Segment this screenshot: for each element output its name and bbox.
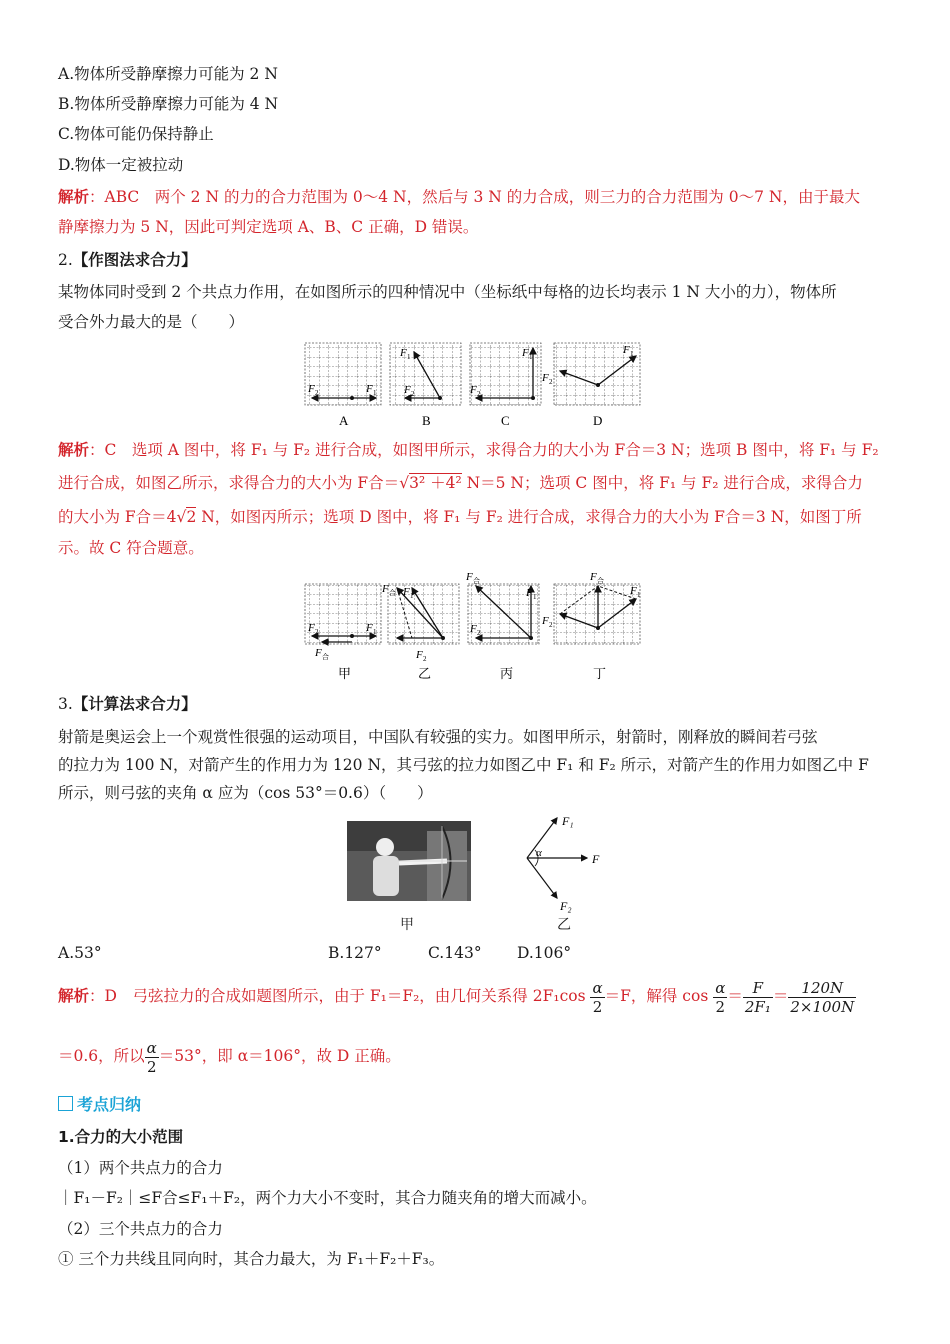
svg-text:F: F: [308, 383, 315, 395]
checkbox-square-icon: [58, 1096, 73, 1111]
label-c: C: [501, 413, 510, 428]
grid-b: [390, 343, 461, 405]
grid-c: [469, 343, 541, 405]
svg-text:1: 1: [373, 389, 377, 397]
label-d: D: [593, 413, 603, 428]
svg-text:2: 2: [549, 621, 553, 629]
svg-text:1: 1: [637, 591, 641, 599]
q3-option-c: C.143°: [428, 944, 482, 962]
q2-analysis-line3: 的大小为 F合＝4√2 N，如图丙所示；选项 D 图中，将 F₁ 与 F₂ 进行合成，求得合力的大小为 F合＝3 N，如图丁所: [58, 508, 862, 526]
svg-text:F: F: [382, 583, 389, 595]
q2-analysis-line1: 解析：C 选项 A 图中，将 F₁ 与 F₂ 进行合成，如图甲所示，求得合力的大小为 F合＝3 N；选项 B 图中，将 F₁ 与 F₂: [58, 441, 879, 459]
grid-a: [305, 343, 381, 405]
svg-text:1: 1: [630, 350, 634, 358]
svg-text:F: F: [470, 623, 477, 635]
svg-text:合: 合: [597, 577, 604, 585]
frac-alpha-2c: $\frac{\alpha}{2}$: [146, 1038, 157, 1076]
sqrt-symbol: √: [399, 474, 410, 492]
svg-text:F: F: [522, 347, 529, 359]
q1-option-c: C.物体可能仍保持静止: [58, 125, 214, 143]
q2-problem-figure: [300, 338, 650, 430]
sqrt-radicand: 3² ＋4²: [409, 474, 462, 492]
svg-text:F: F: [630, 585, 637, 597]
svg-text:合: 合: [389, 589, 396, 597]
q3-vector-diagram: [515, 808, 615, 920]
svg-text:F: F: [308, 622, 315, 634]
q2-analysis-line4: 示。故 C 符合题意。: [58, 539, 204, 557]
svg-text:1: 1: [373, 628, 377, 636]
label-ding: 丁: [593, 666, 607, 681]
alpha-label: α: [536, 847, 542, 859]
sol-yi: [381, 583, 459, 663]
svg-text:F: F: [623, 344, 630, 356]
svg-text:F: F: [403, 586, 410, 598]
q2-stem-line2: 受合外力最大的是（ ）: [58, 313, 245, 331]
summary-h1: 1.合力的大小范围: [58, 1128, 184, 1146]
q3-analysis-line1: 解析：D 弓弦拉力的合成如题图所示，由于 F₁＝F₂，由几何关系得 2F₁cos $\frac{\alpha}{2}$ ＝F，解得 cos $\frac{\alpha}{2}$ ＝ $\frac{F}{\text{2F₁}}$ ＝ $\frac{120N}{2\times 100N}$: [58, 978, 855, 1016]
q2-analysis-line2: 进行合成，如图乙所示，求得合力的大小为 F合＝√3² ＋4² N＝5 N；选项 C 图中，将 F₁ 与 F₂ 进行合成，求得合力: [58, 474, 863, 492]
svg-text:F: F: [404, 384, 411, 396]
svg-text:F: F: [366, 622, 373, 634]
sqrt-radicand: 2: [186, 508, 197, 526]
svg-text:F: F: [315, 647, 322, 659]
svg-text:2: 2: [549, 378, 553, 386]
analysis-label: 解析: [58, 188, 90, 206]
q1-analysis-line2: 静摩擦力为 5 N，因此可判定选项 A、B、C 正确，D 错误。: [58, 218, 479, 236]
q3-analysis-line2: ＝0.6，所以 $\frac{\alpha}{2}$ ＝53°，即 α＝106°，故 D 正确。: [58, 1038, 401, 1076]
q2-heading: 2.【作图法求合力】: [58, 251, 197, 269]
fig-yi-label: 乙: [557, 917, 571, 933]
svg-text:2: 2: [423, 655, 427, 663]
svg-text:1: 1: [533, 593, 537, 601]
frac-alpha-2b: $\frac{\alpha}{2}$: [715, 978, 726, 1016]
vec-f2-label: F₂: [560, 899, 572, 913]
frac-alpha-2: $\frac{\alpha}{2}$: [592, 978, 603, 1016]
frac-values: $\frac{120N}{2\times 100N}$: [790, 978, 855, 1016]
summary-p1: （1）两个共点力的合力: [58, 1159, 223, 1177]
grid-d: [541, 343, 640, 405]
label-a: A: [339, 413, 349, 428]
svg-text:1: 1: [407, 353, 411, 361]
vec-f1-label: F₁: [562, 814, 574, 828]
summary-heading: 考点归纳: [58, 1095, 141, 1115]
q1-option-b: B.物体所受静摩擦力可能为 4 N: [58, 95, 279, 113]
vec-f-label: F: [592, 852, 600, 866]
label-b: B: [422, 413, 431, 428]
svg-text:F: F: [416, 649, 423, 661]
svg-text:F: F: [400, 347, 407, 359]
label-bing: 丙: [500, 666, 514, 681]
frac-f-2f1: $\frac{F}{\text{2F₁}}$: [744, 978, 771, 1016]
summary-p4: ① 三个力共线且同向时，其合力最大，为 F₁＋F₂＋F₃。: [58, 1250, 445, 1268]
q3-heading: 3.【计算法求合力】: [58, 695, 197, 713]
svg-text:合: 合: [322, 653, 329, 661]
q2-solution-figure: [300, 566, 650, 684]
summary-p2: ｜F₁－F₂｜≤F合≤F₁＋F₂，两个力大小不变时，其合力随夹角的增大而减小。: [58, 1189, 597, 1207]
sol-ding: [541, 571, 641, 644]
svg-text:F: F: [542, 615, 549, 627]
q3-option-a: A.53°: [58, 944, 102, 962]
q3-stem-line1: 射箭是奥运会上一个观赏性很强的运动项目，中国队有较强的实力。如图甲所示，射箭时，刚释放的瞬间若弓弦: [58, 728, 818, 746]
q3-option-d: D.106°: [517, 944, 572, 962]
q3-option-b: B.127°: [328, 944, 382, 962]
svg-text:2: 2: [315, 389, 319, 397]
label-yi: 乙: [418, 666, 432, 681]
q1-analysis-line1: 解析：ABC 两个 2 N 的力的合力范围为 0～4 N，然后与 3 N 的力合成，则三力的合力范围为 0～7 N，由于最大: [58, 188, 860, 206]
svg-text:1: 1: [529, 353, 533, 361]
svg-text:2: 2: [477, 390, 481, 398]
label-jia: 甲: [338, 666, 352, 681]
svg-text:F: F: [466, 571, 473, 583]
svg-text:F: F: [590, 571, 597, 583]
svg-text:2: 2: [411, 390, 415, 398]
svg-text:F: F: [542, 372, 549, 384]
svg-text:F: F: [366, 383, 373, 395]
svg-text:2: 2: [477, 629, 481, 637]
fig-jia-label: 甲: [400, 917, 414, 933]
svg-text:F: F: [526, 587, 533, 599]
q3-stem-line2: 的拉力为 100 N，对箭产生的作用力为 120 N，其弓弦的拉力如图乙中 F₁ 和 F₂ 所示，对箭产生的作用力如图乙中 F: [58, 756, 869, 774]
sqrt-symbol: √: [176, 508, 187, 526]
archer-photo: [347, 821, 471, 901]
svg-text:F: F: [470, 384, 477, 396]
q1-option-d: D.物体一定被拉动: [58, 156, 184, 174]
sol-bing: [465, 571, 539, 644]
q2-stem-line1: 某物体同时受到 2 个共点力作用，在如图所示的四种情况中（坐标纸中每格的边长均表示 1 N 大小的力），物体所: [58, 283, 837, 301]
svg-text:合: 合: [473, 577, 480, 585]
q3-stem-line3: 所示，则弓弦的夹角 α 应为（cos 53°＝0.6）（ ）: [58, 784, 433, 802]
svg-text:1: 1: [410, 592, 414, 600]
summary-p3: （2）三个共点力的合力: [58, 1220, 223, 1238]
svg-text:2: 2: [315, 628, 319, 636]
sol-jia: [305, 584, 381, 661]
q1-option-a: A.物体所受静摩擦力可能为 2 N: [58, 65, 278, 83]
